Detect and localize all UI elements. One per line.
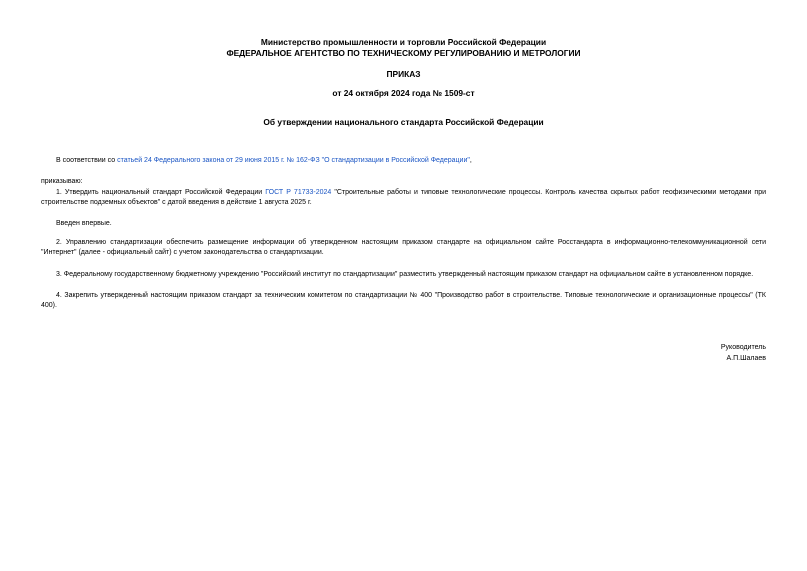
signature-title: Руководитель [720, 344, 766, 351]
order-subject: Об утверждении национального стандарта Российской Федерации [263, 117, 544, 127]
order-date-number: от 24 октября 2024 года № 1509-ст [332, 88, 475, 98]
gost-link[interactable]: ГОСТ Р 71733-2024 [265, 189, 332, 196]
paragraph-first-introduced: Введен впервые. [56, 220, 112, 227]
intro-suffix: , [469, 157, 472, 164]
intro-paragraph [41, 156, 766, 166]
agency-name: ФЕДЕРАЛЬНОЕ АГЕНТСТВО ПО ТЕХНИЧЕСКОМУ РЕГУЛИРОВАНИЮ И МЕТРОЛОГИИ [226, 48, 581, 58]
p1-suffix: "Строительные работы и типовые технологические процессы. Контроль качества скрытых работ геофизическими методами при строительстве подземных объектов" с датой введения в действие 1 августа 2025 г. [41, 189, 767, 207]
signature-name: А.П.Шалаев [726, 355, 766, 362]
paragraph-3: 3. Федеральному государственному бюджетному учреждению "Российский институт по стандартизации" разместить утвержденный настоящим приказом стандарт на официальном сайте в установленном порядке. [56, 271, 754, 278]
ministry-name: Министерство промышленности и торговли Российской Федерации [260, 37, 547, 47]
document-header [0, 37, 807, 59]
order-word: приказываю: [41, 178, 83, 185]
intro-prefix: В соответствии со [56, 157, 118, 164]
paragraph-2: 2. Управлению стандартизации обеспечить размещение информации об утвержденном настоящим приказом стандарте на официальном сайте Росстандарта в информационно-телекоммуникационной сети "Интернет" (далее - официальный сайт) с учетом законодательства о стандартизации. [41, 239, 766, 257]
signature-block [721, 342, 766, 364]
doc-type: ПРИКАЗ [386, 69, 421, 79]
p1-prefix: 1. Утвердить национальный стандарт Российской Федерации [56, 189, 266, 196]
law-link[interactable]: статьей 24 Федерального закона от 29 июня 2015 г. № 162-ФЗ "О стандартизации в Российской Федерации" [117, 157, 470, 164]
paragraph-4: 4. Закрепить утвержденный настоящим приказом стандарт за техническим комитетом по стандартизации № 400 "Производство работ в строительстве. Типовые технологические и организационные процессы" (ТК 400). [41, 292, 766, 310]
paragraph-1 [41, 188, 766, 208]
